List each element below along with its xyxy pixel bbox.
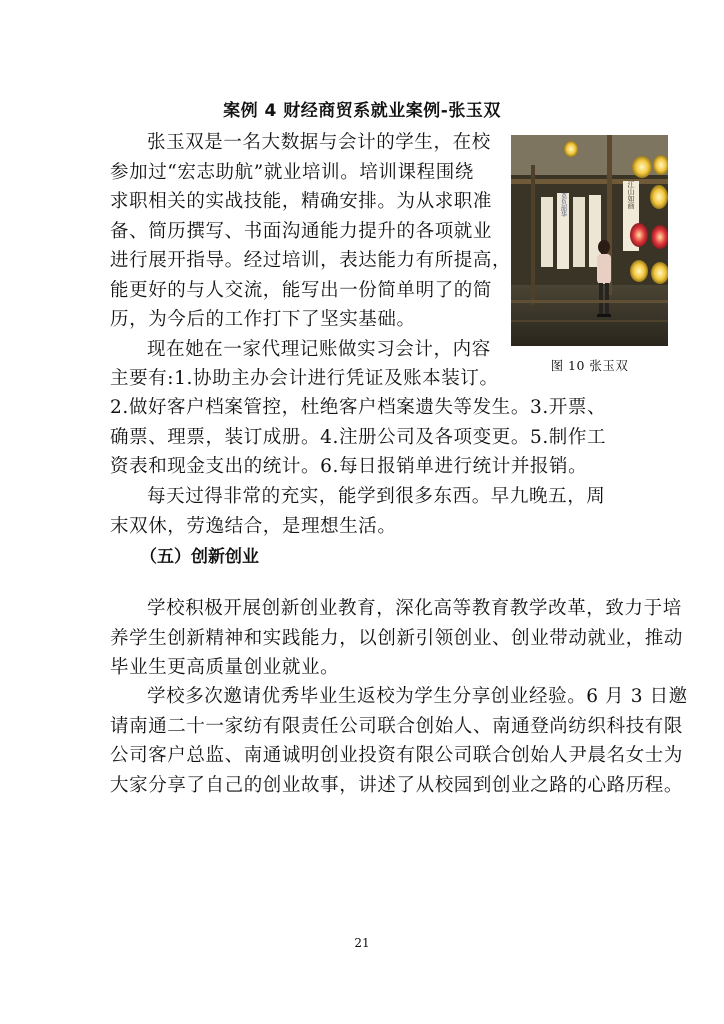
text-line: 参加过“宏志助航”就业培训。培训课程围绕 xyxy=(110,161,474,183)
banner-text: 莫负韶华 xyxy=(559,193,567,217)
text-line: 学校积极开展创新创业教育，深化高等教育教学改革，致力于培 xyxy=(147,598,682,619)
paragraph-alumni-sharing xyxy=(110,682,688,800)
paragraph-innovation-education xyxy=(110,594,684,683)
text-line: 求职相关的实战技能，精确安排。为从求职准 xyxy=(110,191,493,212)
text-line: 学校多次邀请优秀毕业生返校为学生分享创业经验。6 月 3 日邀 xyxy=(147,686,688,707)
student-photo xyxy=(511,135,668,346)
text-line: 末双休，劳逸结合，是理想生活。 xyxy=(110,515,397,537)
text-line: 公司客户总监、南通诚明创业投资有限公司联合创始人尹晨名女士为 xyxy=(110,745,684,766)
text-line: 2.做好客户档案管控，杜绝客户档案遗失等发生。3.开票、 xyxy=(110,397,607,418)
text-line: 毕业生更高质量创业就业。 xyxy=(110,657,340,678)
section-heading: （五）创新创业 xyxy=(140,547,259,567)
text-line: 能更好的与人交流，能写出一份简单明了的简 xyxy=(110,279,493,301)
text-line: 请南通二十一家纺有限责任公司联合创始人、南通登尚纺织科技有限 xyxy=(110,715,684,737)
text-line: 每天过得非常的充实，能学到很多东西。早九晚五，周 xyxy=(147,486,606,507)
text-line: 养学生创新精神和实践能力，以创新引领创业、创业带动就业，推动 xyxy=(110,627,684,649)
text-line: 备、简历撰写、书面沟通能力提升的各项就业 xyxy=(110,220,493,242)
paragraph-case-intro xyxy=(110,128,510,394)
figure-caption: 图 10 张玉双 xyxy=(550,358,629,373)
paragraph-daily-life xyxy=(110,482,616,541)
paragraph-internship-duties xyxy=(110,393,616,482)
case-title: 案例 4 财经商贸系就业案例-张玉双 xyxy=(223,101,501,121)
text-line: 张玉双是一名大数据与会计的学生，在校 xyxy=(147,132,491,153)
text-line: 进行展开指导。经过培训，表达能力有所提高， xyxy=(110,250,512,271)
text-line: 现在她在一家代理记账做实习会计，内容 xyxy=(147,338,491,360)
page-number: 21 xyxy=(354,936,370,950)
banner-text: 江山如画 xyxy=(627,181,635,209)
text-line: 资表和现金支出的统计。6.每日报销单进行统计并报销。 xyxy=(110,456,588,477)
text-line: 确票、理票，装订成册。4.注册公司及各项变更。5.制作工 xyxy=(110,426,607,448)
text-line: 主要有:1.协助主办会计进行凭证及账本装订。 xyxy=(110,368,499,389)
text-line: 历，为今后的工作打下了坚实基础。 xyxy=(110,309,416,330)
photo-illustration xyxy=(511,135,668,346)
text-line: 大家分享了自己的创业故事，讲述了从校园到创业之路的心路历程。 xyxy=(110,774,684,796)
